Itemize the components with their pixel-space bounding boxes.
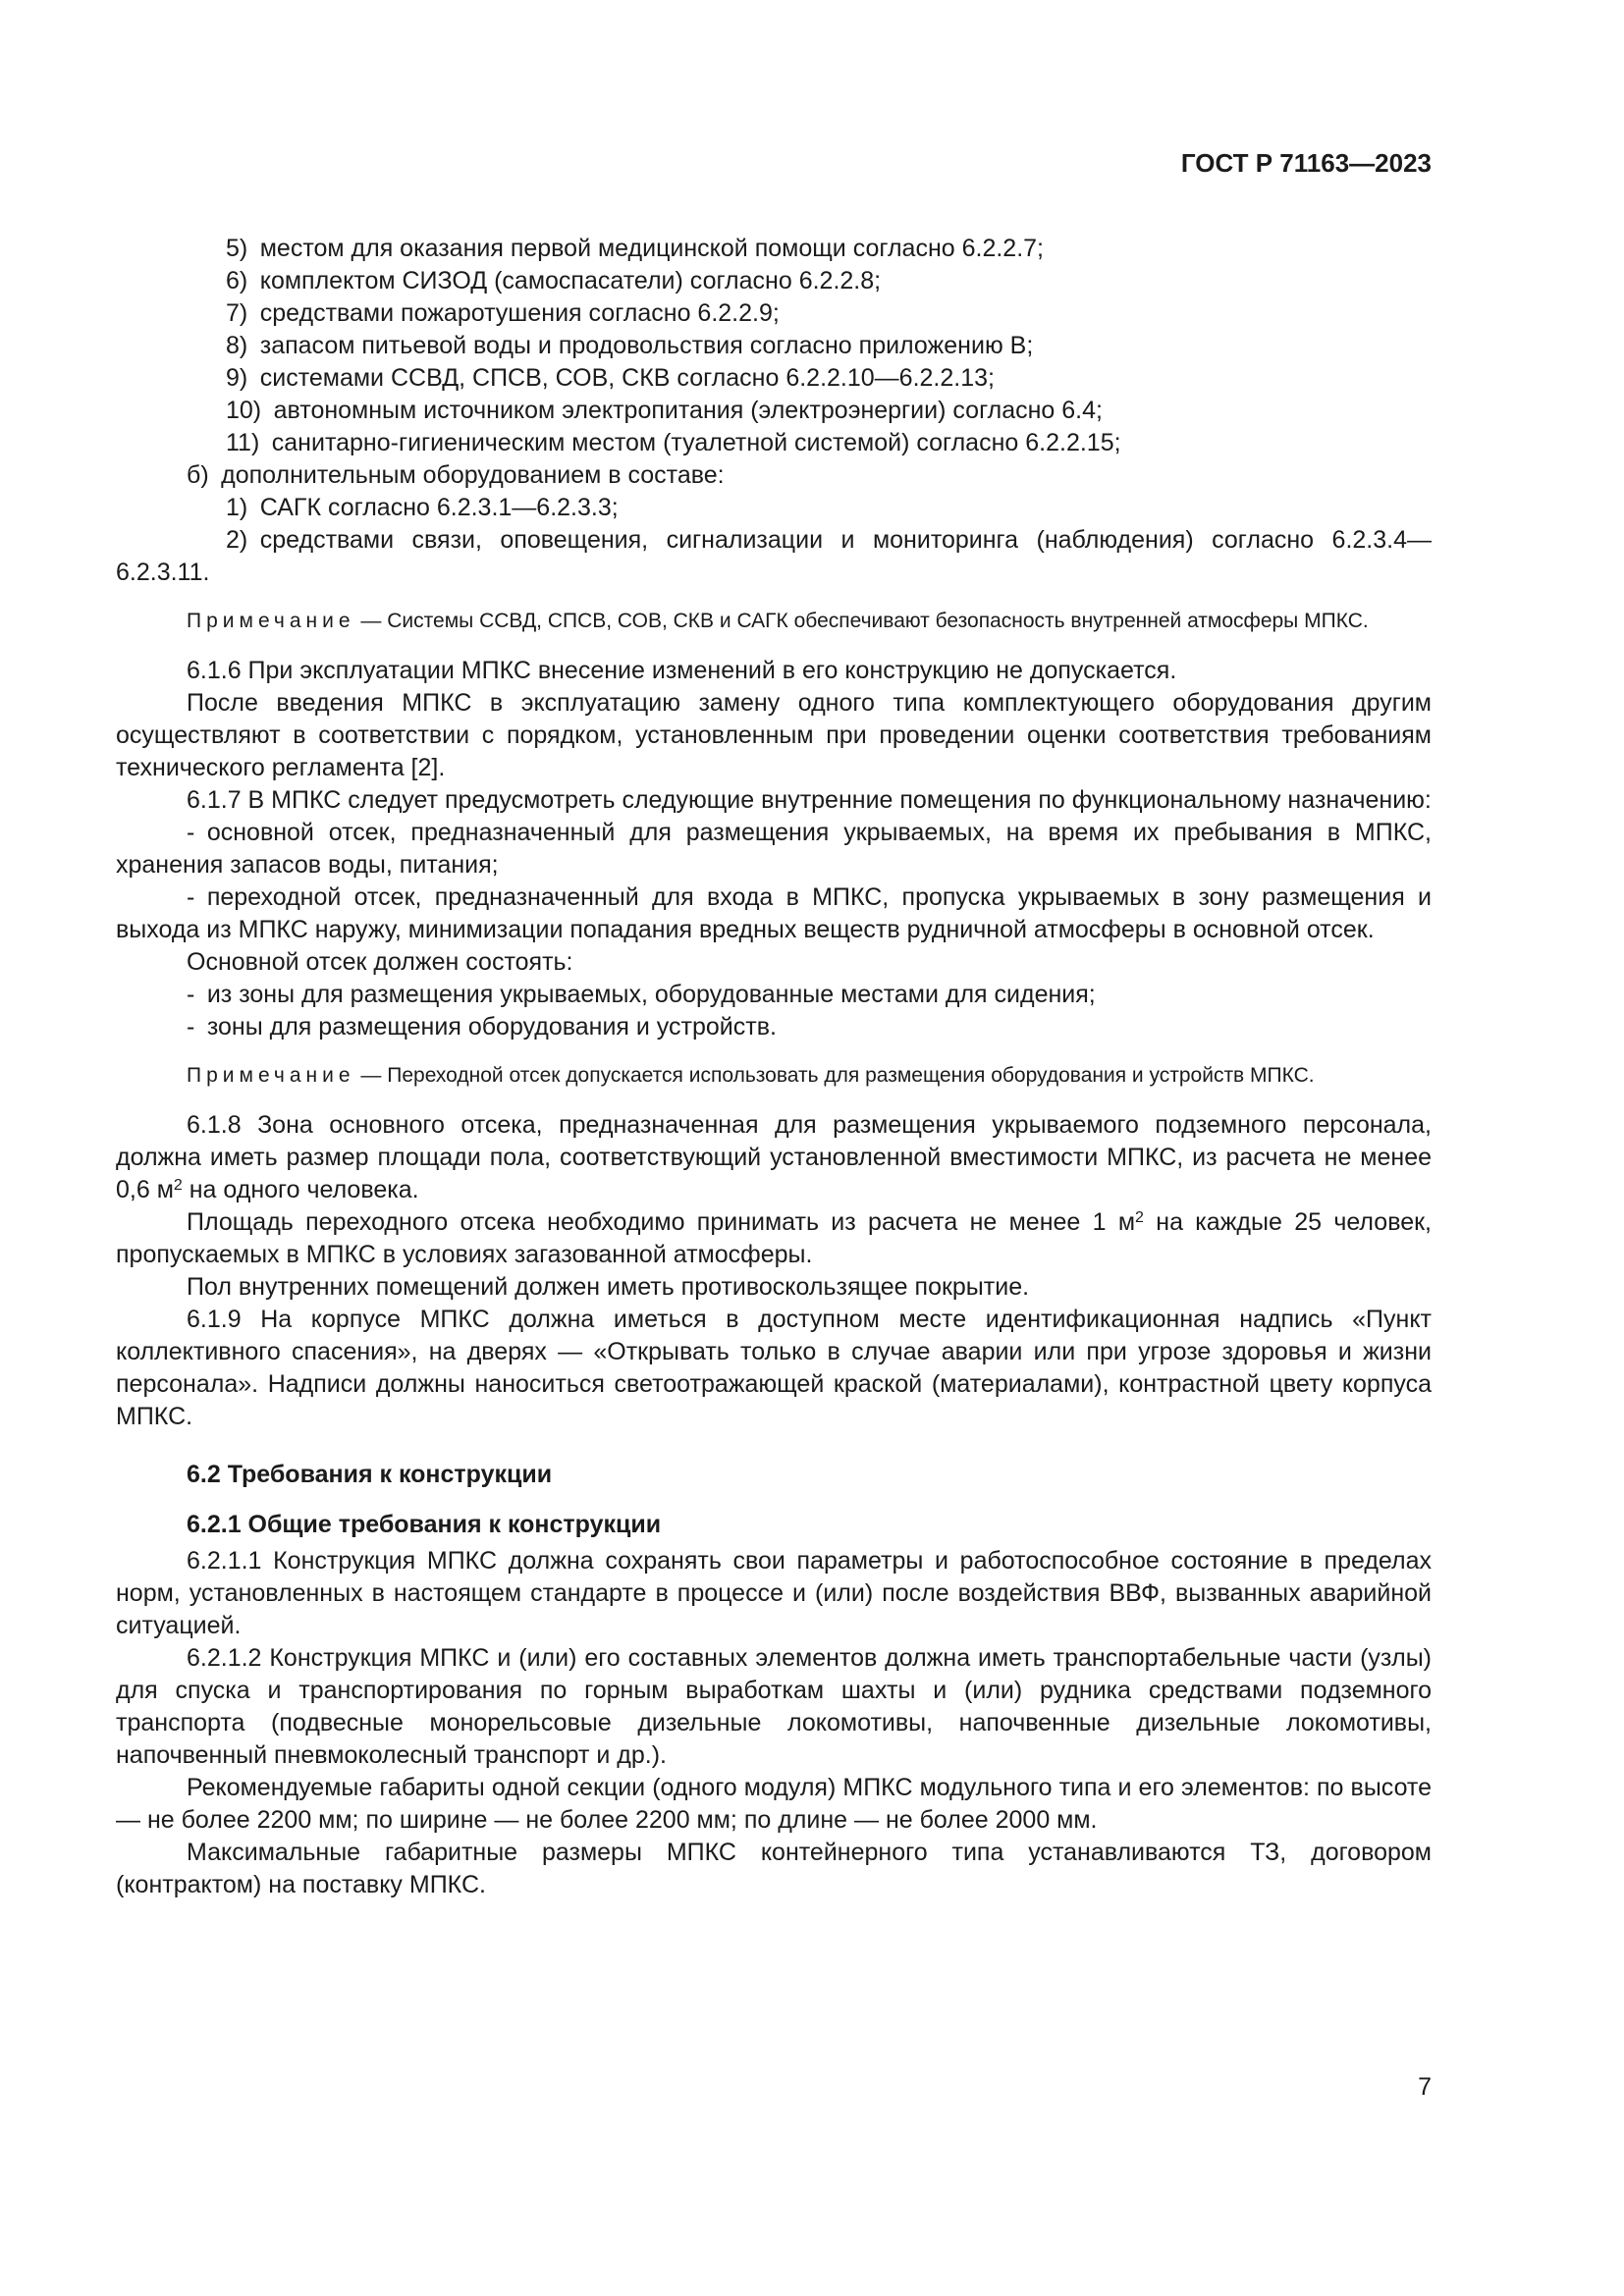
para-transition-area: [116, 1206, 1432, 1271]
para-text: на каждые 25 человек, пропускаемых в МПКС в условиях загазованной атмосферы.: [116, 1208, 1432, 1268]
para-main-compartment-consists: Основной отсек должен состоять:: [187, 948, 573, 976]
dash-item-transition-compartment: - переходной отсек, предназначенный для входа в МПКС, пропуска укрываемых в зону размещения и выхода из МПКС наружу, минимизации попадания вредных веществ рудничной атмосферы в основной отсек.: [116, 883, 1432, 943]
list-item-6: 6) комплектом СИЗОД (самоспасатели) согласно 6.2.2.8;: [226, 267, 882, 294]
para-text: на одного человека.: [182, 1176, 419, 1203]
para-text: Площадь переходного отсека необходимо принимать из расчета не менее 1 м: [187, 1208, 1136, 1236]
page-content: [116, 233, 1432, 1901]
note-text: — Системы ССВД, СПСВ, СОВ, СКВ и САГК обеспечивают безопасность внутренней атмосферы МПКС.: [360, 610, 1369, 632]
dash-item-zone-people: - из зоны для размещения укрываемых, оборудованные местами для сидения;: [187, 981, 1096, 1008]
para-floor-coating: Пол внутренних помещений должен иметь противоскользящее покрытие.: [187, 1273, 1030, 1301]
list-item-5: 5) местом для оказания первой медицинской помощи согласно 6.2.2.7;: [226, 235, 1045, 262]
superscript-2: 2: [1135, 1209, 1144, 1226]
dash-item-zone-equipment: - зоны для размещения оборудования и устройств.: [187, 1013, 777, 1041]
page-number: 7: [1418, 2073, 1432, 2101]
list-item-10: 10) автономным источником электропитания (электроэнергии) согласно 6.4;: [226, 397, 1103, 424]
para-6-1-7: 6.1.7 В МПКС следует предусмотреть следующие внутренние помещения по функциональному назначению:: [187, 786, 1432, 814]
para-6-1-6: 6.1.6 При эксплуатации МПКС внесение изменений в его конструкцию не допускается.: [187, 657, 1177, 684]
note-transition-compartment: [116, 1061, 1432, 1090]
para-6-1-8: [116, 1109, 1432, 1206]
para-recommended-dimensions: Рекомендуемые габариты одной секции (одного модуля) МПКС модульного типа и его элементов: по высоте — не более 2200 мм; по ширине — не более 2200 мм; по длине — не более 2000 мм.: [116, 1774, 1432, 1834]
sublist-item-1: 1) САГК согласно 6.2.3.1—6.2.3.3;: [226, 494, 619, 521]
list-item-8: 8) запасом питьевой воды и продовольствия согласно приложению В;: [226, 332, 1034, 359]
superscript-2: 2: [173, 1177, 183, 1194]
para-6-1-6-continued: После введения МПКС в эксплуатацию замену одного типа комплектующего оборудования другим осуществляют в соответствии с порядком, установленным при проведении оценки соответствия требованиям технического регламента [2].: [116, 689, 1432, 781]
note-systems: [116, 607, 1432, 635]
sublist-item-2: 2) средствами связи, оповещения, сигнализации и мониторинга (наблюдения) согласно 6.2.3.4—6.2.3.11.: [116, 526, 1432, 586]
heading-6-2: 6.2 Требования к конструкции: [187, 1461, 553, 1488]
para-max-dimensions: Максимальные габаритные размеры МПКС контейнерного типа устанавливаются ТЗ, договором (контрактом) на поставку МПКС.: [116, 1839, 1432, 1898]
dash-item-main-compartment: - основной отсек, предназначенный для размещения укрываемых, на время их пребывания в МПКС, хранения запасов воды, питания;: [116, 819, 1432, 879]
para-6-1-9: 6.1.9 На корпусе МПКС должна иметься в доступном месте идентификационная надпись «Пункт коллективного спасения», на дверях — «Открывать только в случае аварии или при угрозе здоровья и жизни персонала». Надписи должны наноситься светоотражающей краской (материалами), контрастной цвету корпуса МПКС.: [116, 1306, 1432, 1430]
note-label: Примечание: [187, 610, 355, 632]
para-text: 6.1.8 Зона основного отсека, предназначенная для размещения укрываемого подземного персонала, должна иметь размер площади пола, соответствующий установленной вместимости МПКС, из расчета не менее 0,6 м: [116, 1111, 1432, 1203]
note-label: Примечание: [187, 1064, 355, 1087]
list-item-11: 11) санитарно-гигиеническим местом (туалетной системой) согласно 6.2.2.15;: [226, 429, 1121, 456]
running-header-standard-number: ГОСТ Р 71163—2023: [1180, 148, 1432, 178]
list-item-7: 7) средствами пожаротушения согласно 6.2.2.9;: [226, 299, 780, 327]
para-6-2-1-1: 6.2.1.1 Конструкция МПКС должна сохранять свои параметры и работоспособное состояние в пределах норм, установленных в настоящем стандарте в процессе и (или) после воздействия ВВФ, вызванных аварийной ситуацией.: [116, 1547, 1432, 1639]
note-text: — Переходной отсек допускается использовать для размещения оборудования и устройств МПКС.: [360, 1064, 1315, 1087]
list-item-b: б) дополнительным оборудованием в составе:: [187, 461, 725, 489]
list-item-9: 9) системами ССВД, СПСВ, СОВ, СКВ согласно 6.2.2.10—6.2.2.13;: [226, 364, 995, 392]
para-6-2-1-2: 6.2.1.2 Конструкция МПКС и (или) его составных элементов должна иметь транспортабельные части (узлы) для спуска и транспортирования по горным выработкам шахты и (или) рудника средствами подземного транспорта (подвесные монорельсовые дизельные локомотивы, напочвенные дизельные локомотивы, напочвенный пневмоколесный транспорт и др.).: [116, 1644, 1432, 1769]
heading-6-2-1: 6.2.1 Общие требования к конструкции: [187, 1511, 662, 1538]
